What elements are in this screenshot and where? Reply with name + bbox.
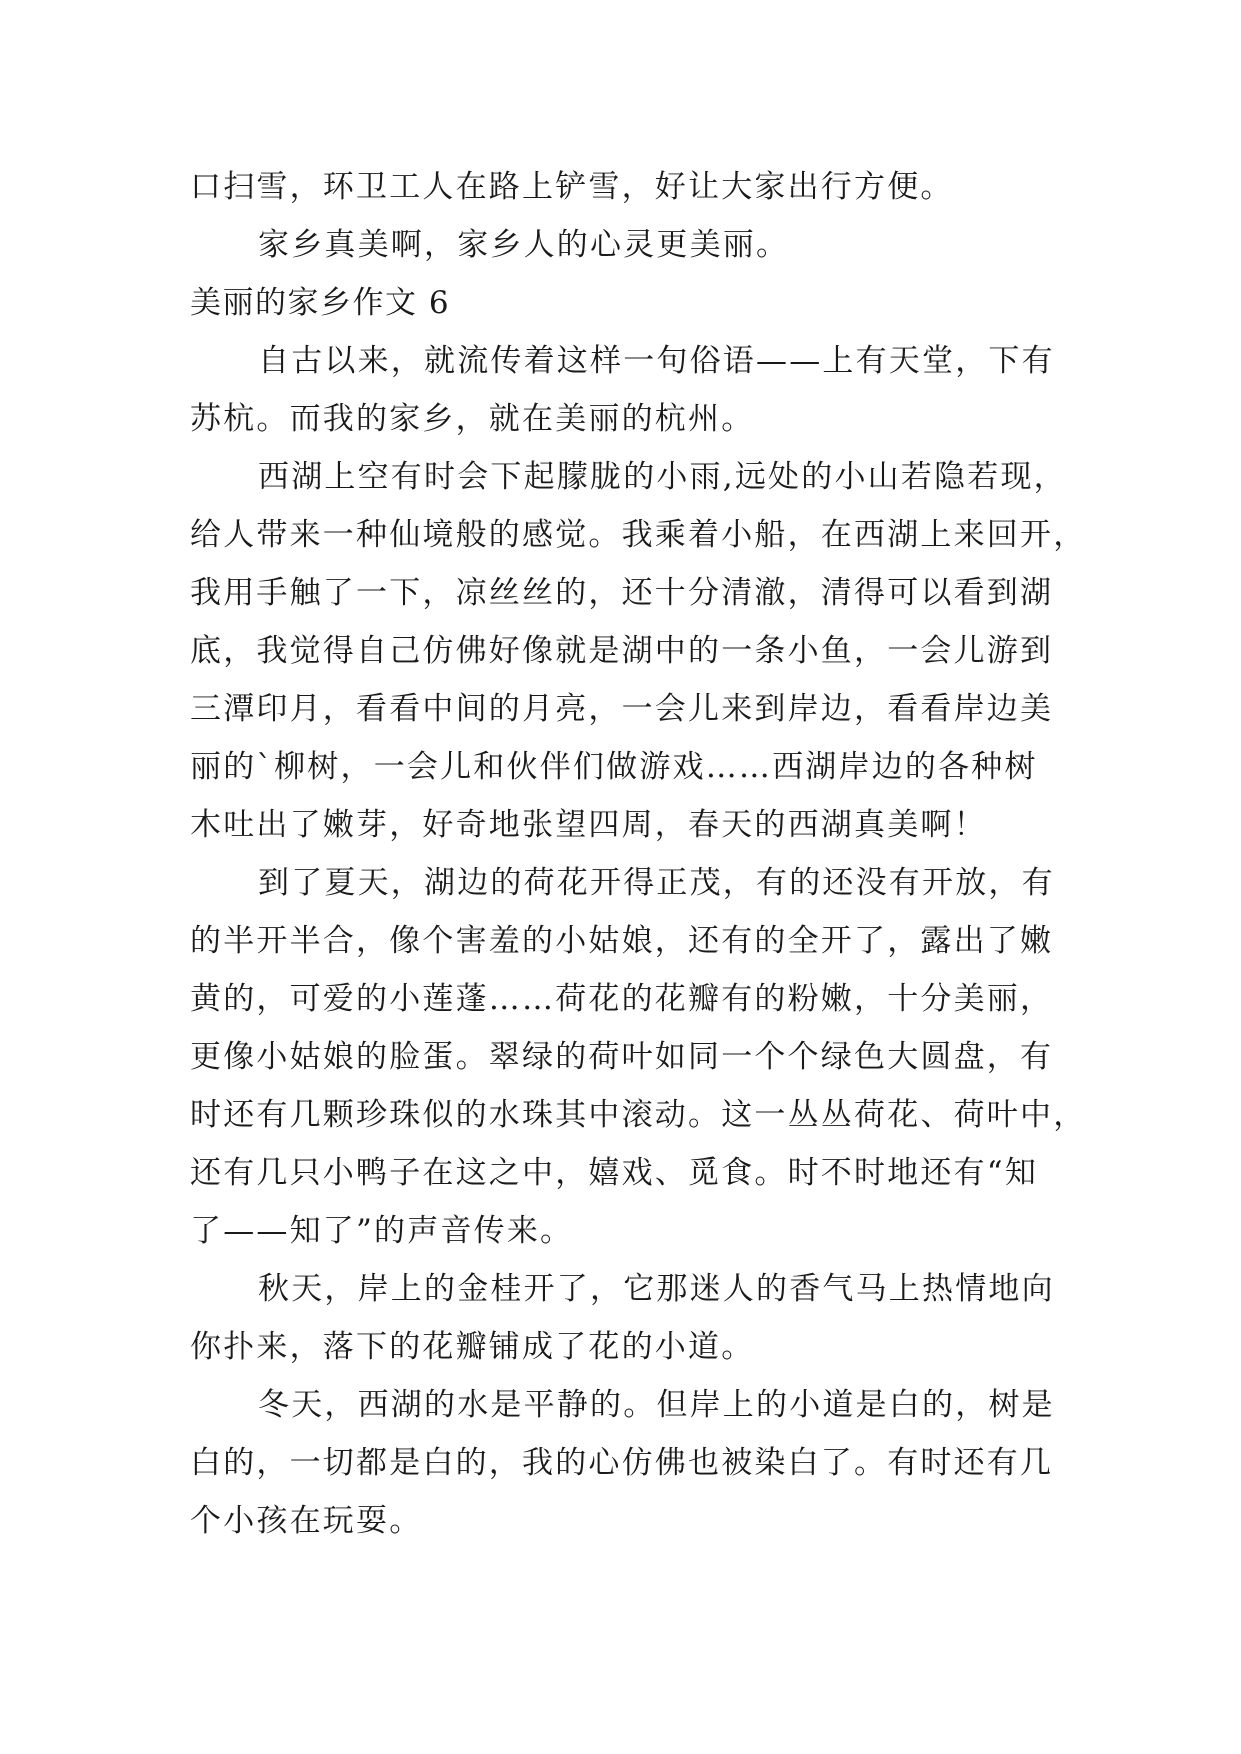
- paragraph-start: 到了夏天，湖边的荷花开得正茂，有的还没有开放，有: [258, 865, 1055, 901]
- text-line: 个小孩在玩耍。: [190, 1503, 423, 1539]
- text-line: 三潭印月，看看中间的月亮，一会儿来到岸边，看看岸边美: [190, 691, 1054, 727]
- paragraph-start: 西湖上空有时会下起朦胧的小雨,远处的小山若隐若现，: [258, 459, 1067, 495]
- text-line: 木吐出了嫩芽，好奇地张望四周，春天的西湖真美啊！: [190, 807, 987, 843]
- text-line: 时还有几颗珍珠似的水珠其中滚动。这一丛丛荷花、荷叶中，: [190, 1097, 1087, 1133]
- section-heading: 美丽的家乡作文 6: [190, 285, 451, 321]
- text-line: 底，我觉得自己仿佛好像就是湖中的一条小鱼，一会儿游到: [190, 633, 1054, 669]
- text-line: 给人带来一种仙境般的感觉。我乘着小船，在西湖上来回开，: [190, 517, 1087, 553]
- text-line: 更像小姑娘的脸蛋。翠绿的荷叶如同一个个绿色大圆盘，有: [190, 1039, 1054, 1075]
- paragraph-start: 自古以来，就流传着这样一句俗语——上有天堂，下有: [258, 343, 1055, 379]
- text-line: 口扫雪，环卫工人在路上铲雪，好让大家出行方便。: [190, 169, 954, 205]
- paragraph-start: 冬天，西湖的水是平静的。但岸上的小道是白的，树是: [258, 1387, 1055, 1423]
- paragraph-start: 家乡真美啊，家乡人的心灵更美丽。: [258, 227, 790, 263]
- text-line: 了——知了”的声音传来。: [190, 1213, 574, 1249]
- text-line: 你扑来，落下的花瓣铺成了花的小道。: [190, 1329, 755, 1365]
- text-line: 还有几只小鸭子在这之中，嬉戏、觅食。时不时地还有“知: [190, 1155, 1039, 1191]
- text-line: 丽的`柳树，一会儿和伙伴们做游戏……西湖岸边的各种树: [190, 749, 1038, 785]
- paragraph-start: 秋天，岸上的金桂开了，它那迷人的香气马上热情地向: [258, 1271, 1055, 1307]
- text-line: 黄的，可爱的小莲蓬……荷花的花瓣有的粉嫩，十分美丽，: [190, 981, 1054, 1017]
- text-line: 的半开半合，像个害羞的小姑娘，还有的全开了，露出了嫩: [190, 923, 1054, 959]
- document-body: [190, 158, 1087, 1550]
- text-line: 苏杭。而我的家乡，就在美丽的杭州。: [190, 401, 755, 437]
- text-line: 白的，一切都是白的，我的心仿佛也被染白了。有时还有几: [190, 1445, 1054, 1481]
- text-line: 我用手触了一下，凉丝丝的，还十分清澈，清得可以看到湖: [190, 575, 1054, 611]
